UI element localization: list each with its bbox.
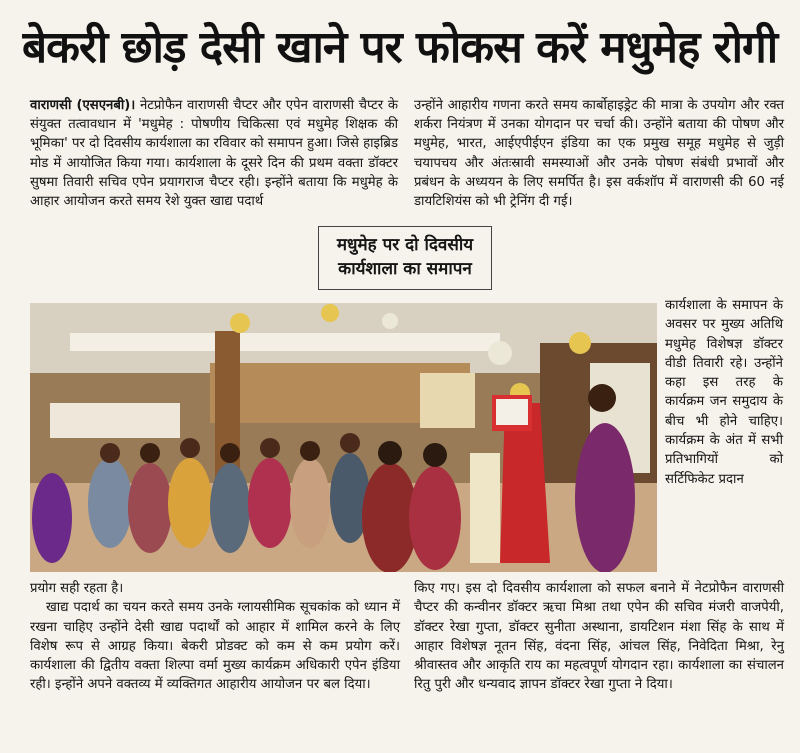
lower-right-text: किए गए। इस दो दिवसीय कार्यशाला को सफल बनाने में नेटप्रोफैन वाराणसी चैप्टर की कन्वीनर डॉक्टर ऋचा मिश्रा तथा एपेन की सचिव मंजरी वाजपेयी, डॉक्टर रेखा गुप्ता, डॉक्टर सुनीता अस्थाना, डायटिशन मंशा सिंह के साथ में आहार विशेषज्ञ नूतन सिंह, वंदना सिंह, आंचल सिंह, निवेदिता मिश्रा, रेनु श्रीवास्तव और आकृति राय का महत्वपूर्ण योगदान रहा। कार्यशाला का संचालन रितु पुरी और धन्यवाद ज्ञापन डॉक्टर रेखा गुप्ता ने दिया। bbox=[414, 581, 784, 693]
event-photo bbox=[30, 303, 657, 572]
headline: बेकरी छोड़ देसी खाने पर फोकस करें मधुमेह रोगी bbox=[22, 22, 778, 73]
subheading-line-1: मधुमेह पर दो दिवसीय bbox=[336, 235, 474, 255]
lower-left-column bbox=[30, 579, 400, 749]
column-side bbox=[665, 296, 783, 489]
lower-right-column bbox=[414, 579, 784, 749]
subheading-line-2: कार्यशाला का समापन bbox=[338, 259, 472, 279]
column-left-paragraph bbox=[30, 96, 398, 211]
column-right-text: उन्होंने आहारीय गणना करते समय कार्बोहाइड्रेट की मात्रा के उपयोग और रक्त शर्करा नियंत्रण में उनका योगदान पर चर्चा की। उन्होंने बताया की पोषण और मधुमेह, भारत, आईएपीईएन इंडिया का एक प्रमुख समूह मधुमेह से जुड़ी चयापचय और अंतःस्रावी समस्याओं और उनके पोषण संबंधी प्रभावों और प्रबंधन के अध्ययन के लिए समर्पित है। इस वर्कशॉप में वाराणसी की 60 नई डायटिशियंस को भी ट्रेनिंग दी गई। bbox=[414, 98, 784, 210]
column-side-text: कार्यशाला के समापन के अवसर पर मुख्य अतिथि मधुमेह विशेषज्ञ डॉक्टर वीडी तिवारी रहे। उन्होंने कहा इस तरह के कार्यक्रम जन समुदाय के बीच भी होने चाहिए। कार्यक्रम के अंत में सभी प्रतिभागियों को सर्टिफिकेट प्रदान bbox=[665, 298, 783, 487]
column-left-text: नेटप्रोफैन वाराणसी चैप्टर और एपेन वाराणसी चैप्टर के संयुक्त तत्वावधान में 'मधुमेह : पोषणीय चिकित्सा एवं मधुमेह शिक्षक की भूमिका' पर दो दिवसीय कार्यशाला का रविवार को समापन हुआ। जिसे हाइब्रिड मोड में आयोजित किया गया। कार्यशाला के दूसरे दिन की प्रथम वक्ता डॉक्टर सुषमा तिवारी सचिव एपेन प्रयागराज चैप्टर रही। इन्होंने बताया कि मधुमेह के आहार आयोजन करते समय रेशे युक्त खाद्य पदार्थ bbox=[30, 98, 398, 210]
lower-left-para-2: खाद्य पदार्थ का चयन करते समय उनके ग्लायसीमिक सूचकांक को ध्यान में रखना चाहिए उन्होंने देसी खाद्य पदार्थों को आहार में शामिल करने के लिए विशेष रूप से आग्रह किया। बेकरी प्रोडक्ट को कम से कम प्रयोग करें। कार्यशाला की द्वितीय वक्ता शिल्पा वर्मा मुख्य कार्यक्रम अधिकारी एपेन इंडिया रही। इन्होंने अपने वक्तव्य में व्यक्तिगत आहारीय आयोजन पर बल दिया। bbox=[30, 600, 400, 693]
event-photo-illustration bbox=[30, 303, 657, 572]
subheading-box bbox=[318, 226, 492, 290]
lower-left-para-1: प्रयोग सही रहता है। bbox=[30, 581, 124, 596]
dateline: वाराणसी (एसएनबी)। bbox=[30, 98, 136, 113]
